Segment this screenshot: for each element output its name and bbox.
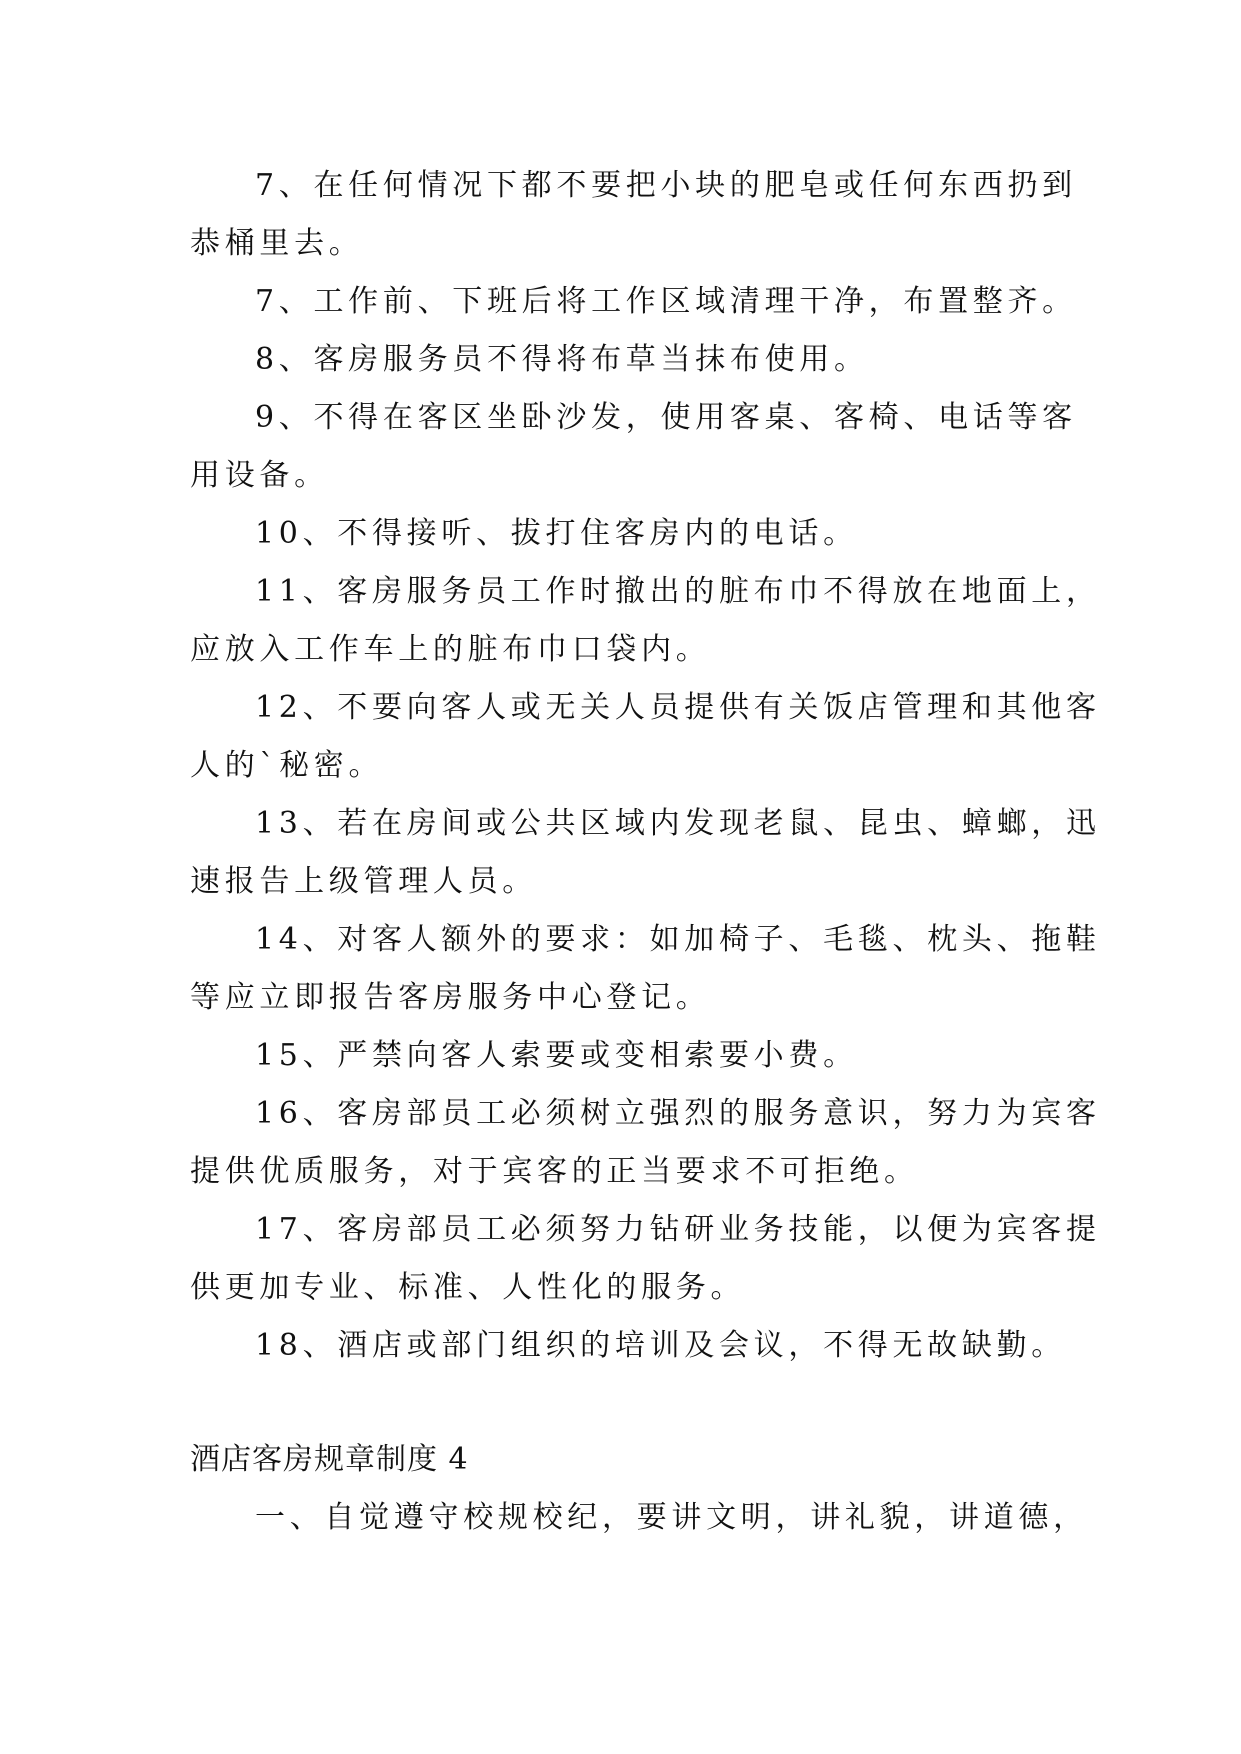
paragraph-line: 15、严禁向客人索要或变相索要小费。 xyxy=(255,1038,858,1073)
paragraph-line: 7、工作前、下班后将工作区域清理干净，布置整齐。 xyxy=(255,284,1077,319)
paragraph-line: 速报告上级管理人员。 xyxy=(190,864,537,899)
paragraph-line: 提供优质服务，对于宾客的正当要求不可拒绝。 xyxy=(190,1154,919,1189)
section-title: 酒店客房规章制度 4 xyxy=(190,1442,469,1477)
paragraph-line: 18、酒店或部门组织的培训及会议，不得无故缺勤。 xyxy=(255,1328,1066,1363)
paragraph-line: 7、在任何情况下都不要把小块的肥皂或任何东西扔到 xyxy=(255,168,1077,203)
paragraph-line: 用设备。 xyxy=(190,458,329,493)
paragraph-line: 供更加专业、标准、人性化的服务。 xyxy=(190,1270,746,1305)
paragraph-line: 13、若在房间或公共区域内发现老鼠、昆虫、蟑螂，迅 xyxy=(255,806,1101,841)
paragraph-line: 16、客房部员工必须树立强烈的服务意识，努力为宾客 xyxy=(255,1096,1101,1131)
paragraph-line: 一、自觉遵守校规校纪，要讲文明，讲礼貌，讲道德， xyxy=(255,1500,1088,1535)
paragraph-line: 9、不得在客区坐卧沙发，使用客桌、客椅、电话等客 xyxy=(255,400,1077,435)
paragraph-line: 8、客房服务员不得将布草当抹布使用。 xyxy=(255,342,869,377)
paragraph-line: 应放入工作车上的脏布巾口袋内。 xyxy=(190,632,711,667)
paragraph-line: 14、对客人额外的要求：如加椅子、毛毯、枕头、拖鞋 xyxy=(255,922,1101,957)
paragraph-line: 等应立即报告客房服务中心登记。 xyxy=(190,980,711,1015)
paragraph-line: 12、不要向客人或无关人员提供有关饭店管理和其他客 xyxy=(255,690,1101,725)
paragraph-line: 10、不得接听、拔打住客房内的电话。 xyxy=(255,516,858,551)
paragraph-line: 11、客房服务员工作时撤出的脏布巾不得放在地面上， xyxy=(255,574,1101,609)
paragraph-line: 恭桶里去。 xyxy=(190,226,364,261)
paragraph-line: 人的`秘密。 xyxy=(190,748,384,783)
paragraph-line: 17、客房部员工必须努力钻研业务技能，以便为宾客提 xyxy=(255,1212,1101,1247)
